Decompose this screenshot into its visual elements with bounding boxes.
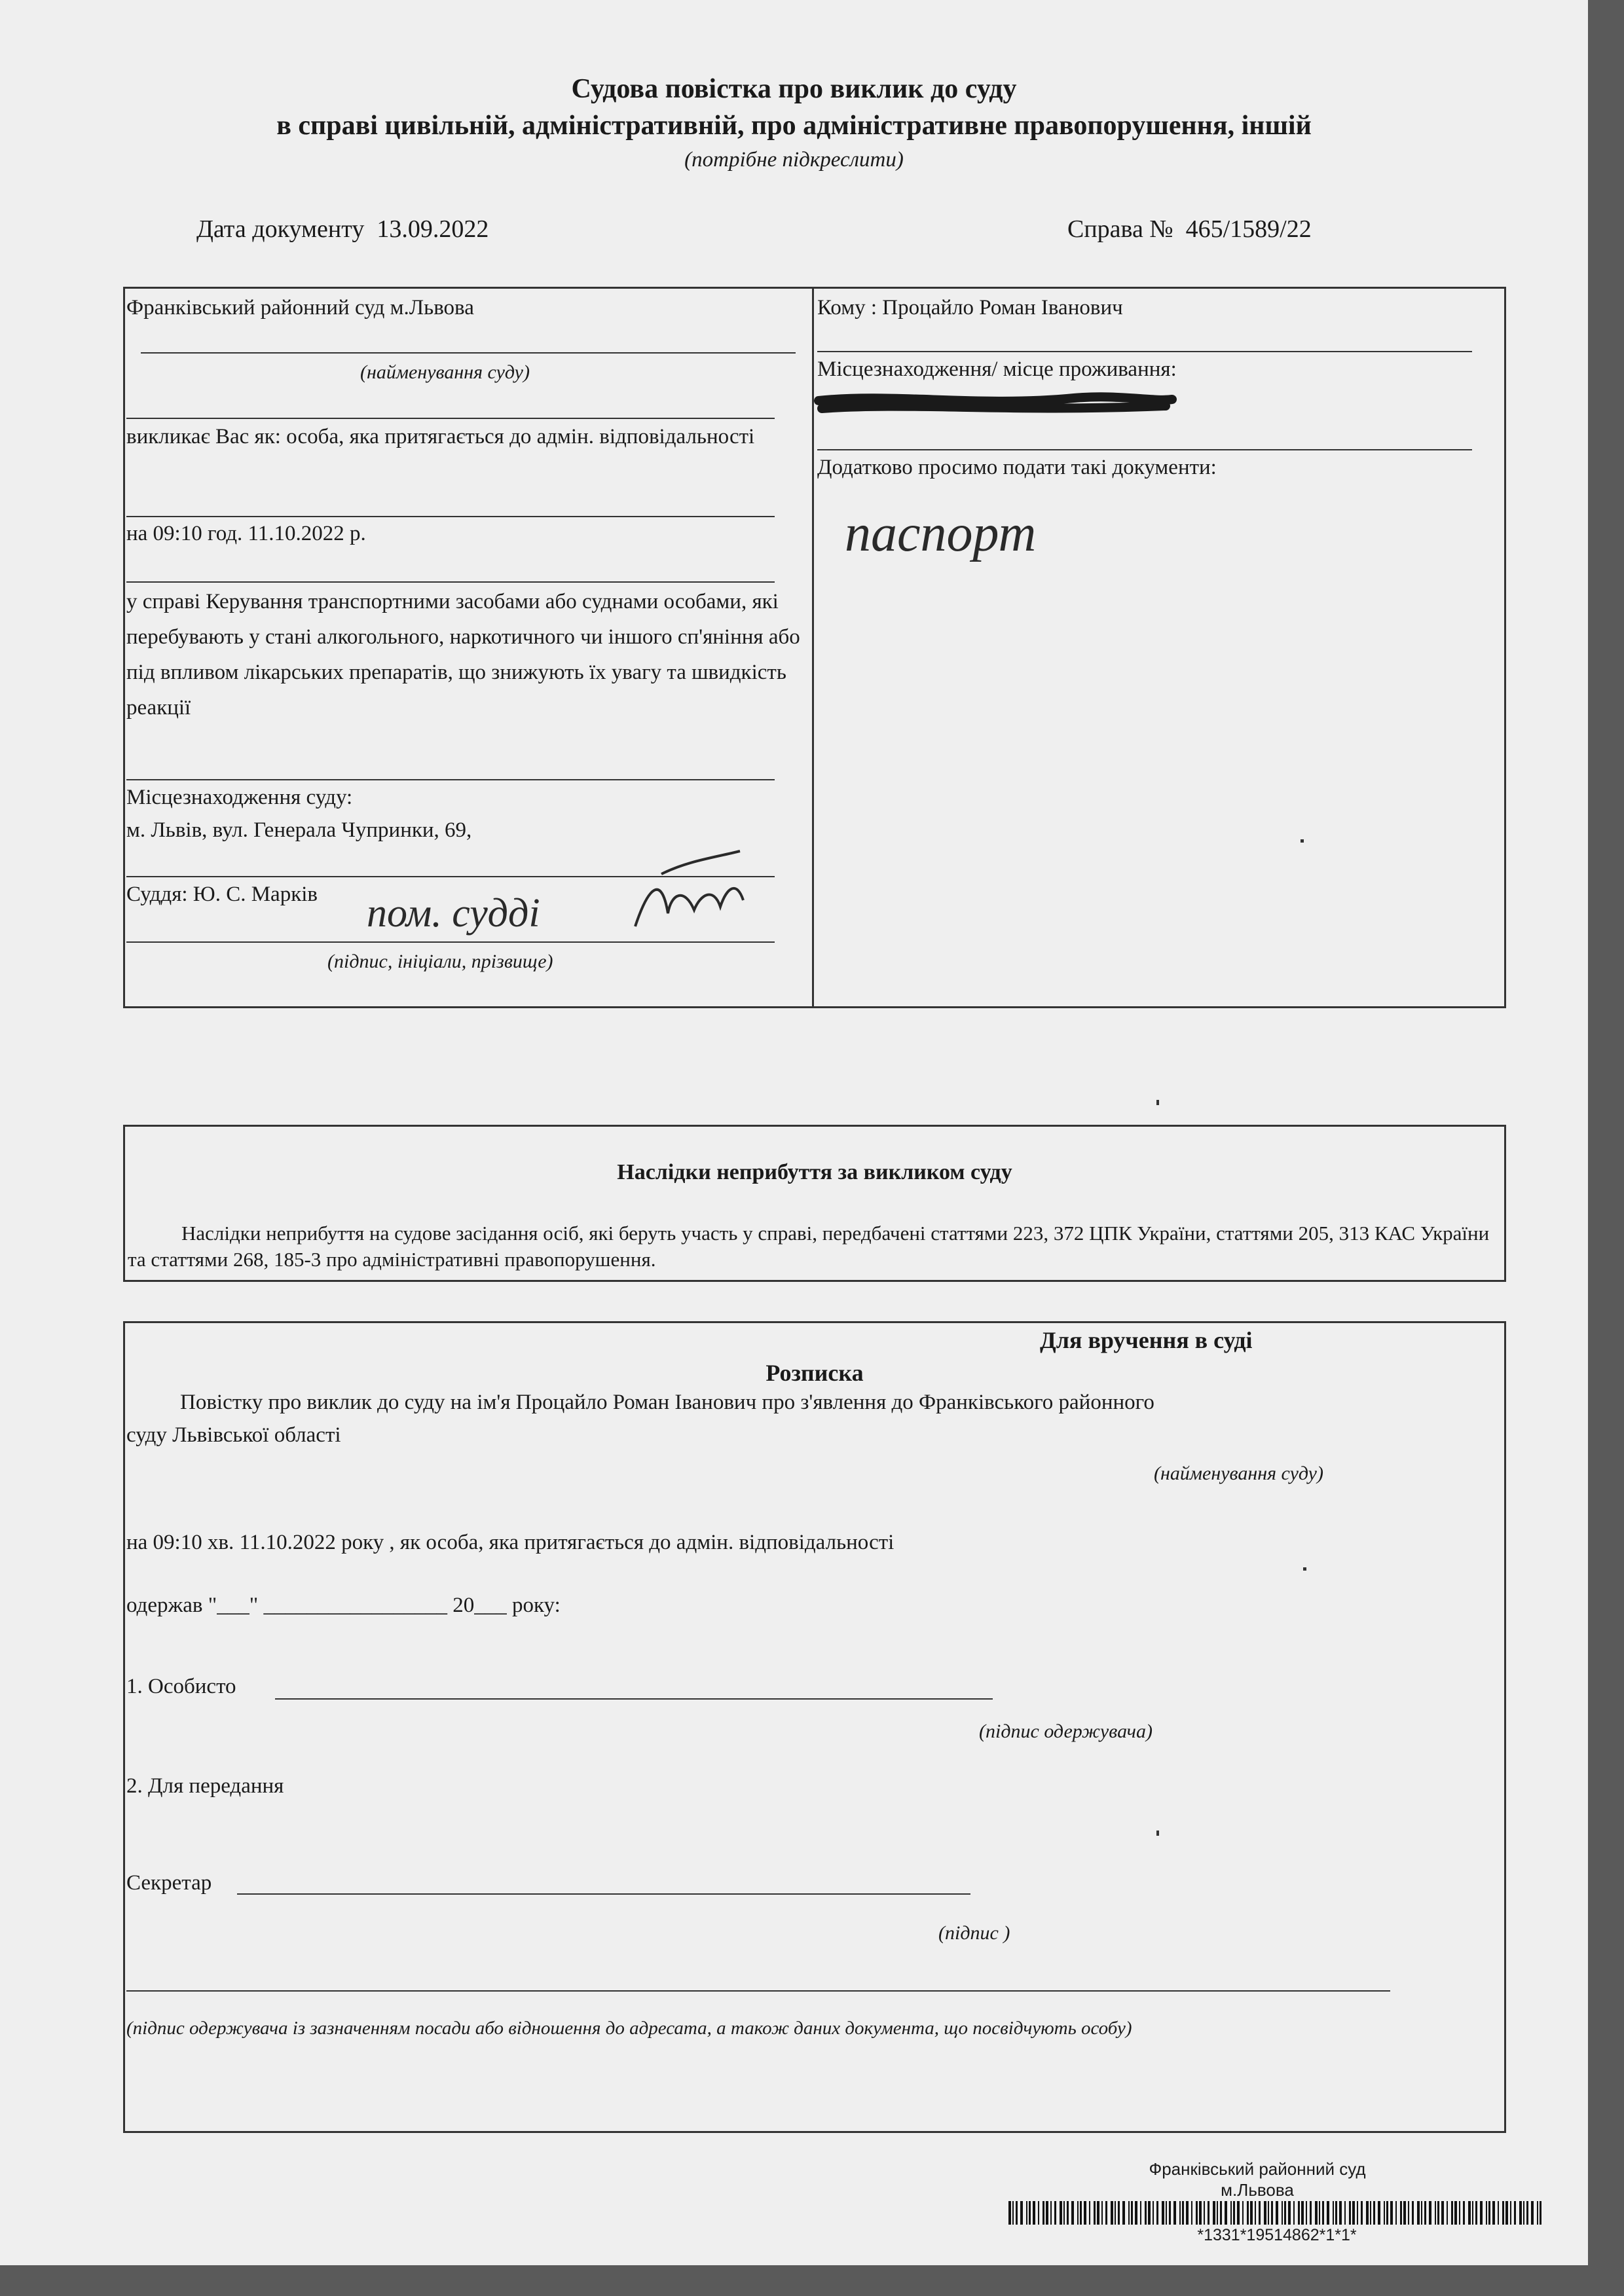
barcode-bar	[1145, 2201, 1147, 2225]
rule	[126, 581, 775, 583]
court-name-caption: (найменування суду)	[360, 361, 530, 383]
barcode-bar	[1463, 2201, 1465, 2225]
barcode-bar	[1327, 2201, 1329, 2225]
barcode-bar	[1417, 2201, 1420, 2225]
barcode-bar	[1140, 2201, 1141, 2225]
barcode-bar	[1135, 2201, 1137, 2225]
rule	[126, 941, 775, 943]
barcode-bar	[1447, 2201, 1448, 2225]
rule	[126, 516, 775, 517]
barcode-bar	[1259, 2201, 1261, 2225]
barcode-bar	[1514, 2201, 1516, 2225]
barcode-bar	[1204, 2201, 1205, 2225]
barcode-bar	[1071, 2201, 1074, 2225]
barcode-bar	[1339, 2201, 1342, 2225]
barcode-bar	[1344, 2201, 1346, 2225]
barcode-bar	[1268, 2201, 1269, 2225]
secretary-label: Секретар	[126, 1871, 212, 1895]
recipient-signature-caption: (підпис одержувача)	[979, 1721, 1153, 1742]
barcode-bar	[1333, 2201, 1334, 2225]
speck	[1301, 839, 1304, 843]
barcode-bar	[1472, 2201, 1473, 2225]
barcode-bar	[1264, 2201, 1266, 2225]
barcode-bar	[1357, 2201, 1358, 2225]
barcode-bar	[1008, 2201, 1011, 2225]
title-line-2: в справі цивільній, адміністративній, про адміністративне правопорушення, іншій	[276, 111, 1312, 141]
barcode-bar	[1435, 2201, 1436, 2225]
barcode-bar	[1395, 2201, 1397, 2225]
case-number	[1067, 215, 1312, 244]
barcode-bar	[1089, 2201, 1090, 2225]
barcode-bar	[1454, 2201, 1457, 2225]
barcode-bar	[1335, 2201, 1337, 2225]
barcode-bar	[1196, 2201, 1198, 2225]
barcode-bar	[1361, 2201, 1363, 2225]
barcode-bar	[1282, 2201, 1283, 2225]
barcode-bar	[1378, 2201, 1380, 2225]
stamp-line-1: Франківський районний суд	[1149, 2159, 1366, 2179]
redacted-address-icon	[812, 386, 1179, 419]
barcode-bar	[1153, 2201, 1154, 2225]
barcode-bar	[1191, 2201, 1192, 2225]
barcode-bar	[1077, 2201, 1079, 2225]
barcode-bar	[1115, 2201, 1116, 2225]
summons-as: викликає Вас як: особа, яка притягається до адмін. відповідальності	[126, 425, 755, 448]
barcode-bar	[1255, 2201, 1256, 2225]
speck	[1156, 1100, 1159, 1105]
judge-name: Суддя: Ю. С. Марків	[126, 883, 318, 906]
barcode-bar	[1237, 2201, 1240, 2225]
for-delivery: Для вручення в суді	[1040, 1327, 1253, 1353]
barcode-bar	[1233, 2201, 1235, 2225]
barcode-bar	[1230, 2201, 1232, 2225]
barcode-bar	[1288, 2201, 1291, 2225]
signature-handwriting: пом. судді	[367, 891, 540, 936]
barcode-bar	[1486, 2201, 1487, 2225]
barcode-bar	[1510, 2201, 1511, 2225]
barcode-bar	[1306, 2201, 1307, 2225]
barcode-bar	[1054, 2201, 1056, 2225]
barcode-bar	[1498, 2201, 1499, 2225]
consequences-title: Наслідки неприбуття за викликом суду	[617, 1160, 1012, 1184]
consequences-text: Наслідки неприбуття на судове засідання осіб, які беруть участь у справі, передбачені статтями 223, 372 ЦПК України, статтями 205, 313 КАС України та статтями 268, 185-3 про адміністративні правопорушення.	[128, 1222, 1490, 1271]
barcode-bar	[1310, 2201, 1312, 2225]
barcode-bar	[1220, 2201, 1222, 2225]
receipt-court-caption: (найменування суду)	[1154, 1463, 1323, 1484]
barcode-bar	[1421, 2201, 1422, 2225]
speck	[1156, 1831, 1159, 1836]
barcode-bar	[1105, 2201, 1107, 2225]
barcode-bar	[1390, 2201, 1393, 2225]
barcode-bar	[1242, 2201, 1244, 2225]
address-label: Місцезнаходження/ місце проживання:	[817, 357, 1177, 381]
barcode	[1008, 2201, 1545, 2225]
barcode-bar	[1468, 2201, 1471, 2225]
bottom-caption: (підпис одержувача із зазначенням посади або відношення до адресата, а також даних документа, що посвідчують особу)	[126, 2018, 1132, 2039]
barcode-bar	[1276, 2201, 1278, 2225]
barcode-bar	[1523, 2201, 1524, 2225]
barcode-bar	[1475, 2201, 1477, 2225]
barcode-bar	[1033, 2201, 1035, 2225]
case-subject: у справі Керування транспортними засобами або суднами особами, які перебувають у стані алкогольного, наркотичного чи іншого сп'яніння або під впливом лікарських препаратів, що знижують їх увагу та швидкість реакції	[126, 590, 800, 720]
barcode-bar	[1186, 2201, 1189, 2225]
barcode-bar	[1250, 2201, 1253, 2225]
barcode-bar	[1067, 2201, 1069, 2225]
barcode-bar	[1128, 2201, 1130, 2225]
case-number-value: 465/1589/22	[1185, 215, 1312, 243]
barcode-bar	[1526, 2201, 1528, 2225]
doc-date-label: Дата документу	[196, 215, 365, 243]
title-line-1: Судова повістка про виклик до суду	[571, 74, 1017, 104]
barcode-bar	[1424, 2201, 1426, 2225]
court-address-label: Місцезнаходження суду:	[126, 786, 353, 809]
barcode-bar	[1122, 2201, 1125, 2225]
received-line: одержав "___" _________________ 20___ року:	[126, 1594, 561, 1617]
barcode-bar	[1182, 2201, 1184, 2225]
extra-docs-handwriting: паспорт	[845, 505, 1037, 562]
barcode-bar	[1038, 2201, 1039, 2225]
receipt-time-line: на 09:10 хв. 11.10.2022 року , як особа, яка притягається до адмін. відповідальності	[126, 1531, 895, 1554]
recipient: Кому : Процайло Роман Іванович	[817, 296, 1123, 319]
doc-date-value: 13.09.2022	[377, 215, 489, 243]
rule	[817, 351, 1472, 352]
barcode-bar	[1084, 2201, 1086, 2225]
barcode-bar	[1173, 2201, 1176, 2225]
personally-label: 1. Особисто	[126, 1675, 236, 1698]
barcode-bar	[1492, 2201, 1495, 2225]
barcode-bar	[1537, 2201, 1538, 2225]
signature-caption: (підпис, ініціали, прізвище)	[327, 951, 553, 972]
barcode-bar	[1319, 2201, 1320, 2225]
secretary-signature-line	[237, 1893, 970, 1895]
hearing-time: на 09:10 год. 11.10.2022 р.	[126, 522, 366, 545]
barcode-bar	[1217, 2201, 1218, 2225]
rule	[817, 449, 1472, 450]
barcode-bar	[1131, 2201, 1133, 2225]
barcode-bar	[1293, 2201, 1295, 2225]
barcode-bar	[1016, 2201, 1018, 2225]
signature-scribble-icon	[622, 848, 747, 939]
barcode-bar	[1213, 2201, 1215, 2225]
personally-signature-line	[275, 1698, 993, 1700]
barcode-bar	[1101, 2201, 1103, 2225]
barcode-bar	[1441, 2201, 1444, 2225]
barcode-bar	[1208, 2201, 1209, 2225]
rule	[126, 1990, 1390, 1992]
barcode-bar	[1162, 2201, 1164, 2225]
barcode-bar	[1060, 2201, 1062, 2225]
barcode-bar	[1284, 2201, 1286, 2225]
receipt-title: Розписка	[766, 1360, 864, 1386]
barcode-bar	[1352, 2201, 1355, 2225]
barcode-bar	[1366, 2201, 1369, 2225]
barcode-bar	[1429, 2201, 1431, 2225]
barcode-bar	[1298, 2201, 1300, 2225]
barcode-bar	[1271, 2201, 1273, 2225]
barcode-bar	[1437, 2201, 1439, 2225]
barcode-bar	[1480, 2201, 1483, 2225]
barcode-bar	[1386, 2201, 1388, 2225]
barcode-bar	[1531, 2201, 1534, 2225]
barcode-bar	[1097, 2201, 1099, 2225]
barcode-bar	[1540, 2201, 1541, 2225]
speck	[1303, 1567, 1306, 1571]
barcode-bar	[1451, 2201, 1453, 2225]
barcode-bar	[1199, 2201, 1202, 2225]
barcode-bar	[1080, 2201, 1082, 2225]
barcode-bar	[1349, 2201, 1351, 2225]
barcode-bar	[1519, 2201, 1522, 2225]
barcode-bar	[1111, 2201, 1113, 2225]
barcode-bar	[1408, 2201, 1409, 2225]
barcode-bar	[1505, 2201, 1508, 2225]
barcode-text: *1331*19514862*1*1*	[1197, 2226, 1357, 2244]
receipt-text-line-1: Повістку про виклик до суду на ім'я Процайло Роман Іванович про з'явлення до Франківського районного	[180, 1391, 1154, 1414]
barcode-bar	[1050, 2201, 1052, 2225]
barcode-bar	[1502, 2201, 1504, 2225]
barcode-bar	[1179, 2201, 1181, 2225]
barcode-bar	[1020, 2201, 1023, 2225]
barcode-bar	[1046, 2201, 1048, 2225]
barcode-bars	[1008, 2201, 1545, 2225]
barcode-bar	[1148, 2201, 1151, 2225]
barcode-bar	[1370, 2201, 1371, 2225]
barcode-bar	[1373, 2201, 1375, 2225]
barcode-bar	[1315, 2201, 1318, 2225]
barcode-bar	[1225, 2201, 1227, 2225]
barcode-bar	[1166, 2201, 1167, 2225]
barcode-bar	[1118, 2201, 1120, 2225]
barcode-bar	[1412, 2201, 1414, 2225]
barcode-bar	[1063, 2201, 1065, 2225]
barcode-bar	[1094, 2201, 1096, 2225]
barcode-bar	[1247, 2201, 1249, 2225]
barcode-bar	[1488, 2201, 1490, 2225]
barcode-bar	[1400, 2201, 1402, 2225]
doc-date	[196, 215, 489, 244]
secretary-signature-caption: (підпис )	[938, 1922, 1010, 1944]
rule	[141, 352, 796, 354]
barcode-bar	[1029, 2201, 1031, 2225]
rule	[126, 779, 775, 780]
extra-docs-label: Додатково просимо подати такі документи:	[817, 456, 1217, 479]
barcode-bar	[1026, 2201, 1027, 2225]
barcode-bar	[1384, 2201, 1385, 2225]
case-label: Справа №	[1067, 215, 1173, 243]
barcode-bar	[1403, 2201, 1406, 2225]
barcode-bar	[1459, 2201, 1460, 2225]
barcode-bar	[1301, 2201, 1304, 2225]
barcode-bar	[1043, 2201, 1044, 2225]
barcode-bar	[1169, 2201, 1171, 2225]
receipt-text-line-2: суду Львівської області	[126, 1423, 341, 1447]
for-transfer-label: 2. Для передання	[126, 1774, 284, 1798]
barcode-bar	[1156, 2201, 1158, 2225]
court-address: м. Львів, вул. Генерала Чупринки, 69,	[126, 818, 472, 842]
stamp-line-2: м.Львова	[1221, 2180, 1294, 2200]
title-note: (потрібне підкреслити)	[684, 148, 904, 172]
barcode-bar	[1322, 2201, 1324, 2225]
barcode-bar	[1012, 2201, 1014, 2225]
court-name: Франківський районний суд м.Львова	[126, 296, 474, 319]
